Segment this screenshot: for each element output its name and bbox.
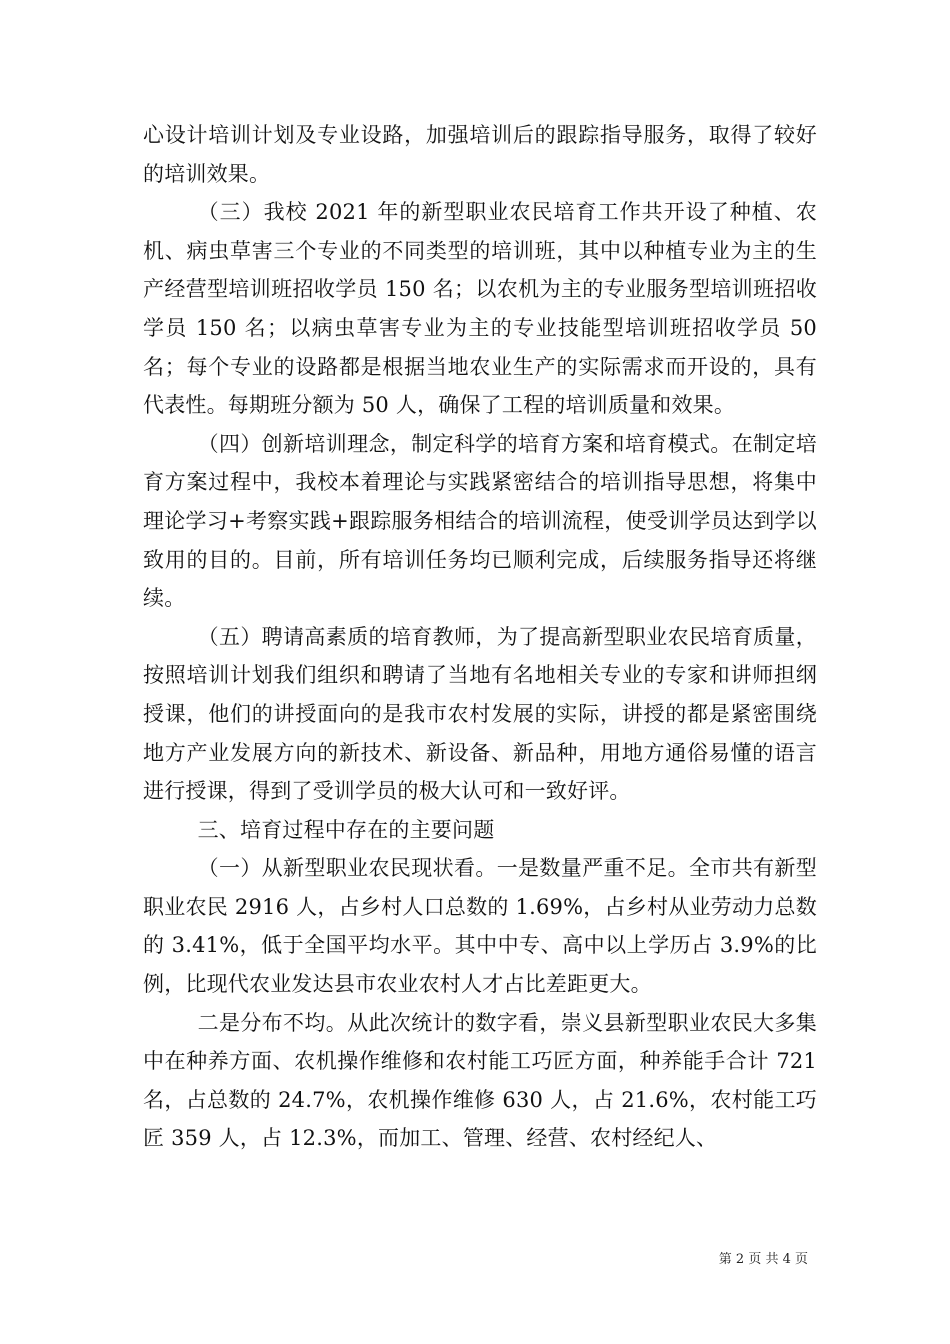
paragraph-section-four: （四）创新培训理念，制定科学的培育方案和培育模式。在制定培育方案过程中，我校本着理论与实践紧密结合的培训指导思想，将集中理论学习+考察实践+跟踪服务相结合的培训流程，使受训学员达到学以致用的目的。目前，所有培训任务均已顺利完成，后续服务指导还将继续。 <box>143 431 817 611</box>
paragraph-continuation: 心设计培训计划及专业设路，加强培训后的跟踪指导服务，取得了较好的培训效果。 <box>143 123 817 186</box>
page-number-footer: 第 2 页 共 4 页 <box>718 1252 808 1267</box>
paragraph-section-three: （三）我校 2021 年的新型职业农民培育工作共开设了种植、农机、病虫草害三个专业的不同类型的培训班，其中以种植专业为主的生产经营型培训班招收学员 150 名；以农机为主的专业服务型培训班招收学员 150 名；以病虫草害专业为主的专业技能型培训班招收学员 50 名；每个专业的设路都是根据当地农业生产的实际需求而开设的，具有代表性。每期班分额为 50 人，确保了工程的培训质量和效果。 <box>143 200 817 418</box>
section-heading-problems: 三、培育过程中存在的主要问题 <box>197 817 495 842</box>
paragraph-section-five: （五）聘请高素质的培育教师，为了提高新型职业农民培育质量，按照培训计划我们组织和聘请了当地有名地相关专业的专家和讲师担纲授课，他们的讲授面向的是我市农村发展的实际，讲授的都是紧密围绕地方产业发展方向的新技术、新设备、新品种，用地方通俗易懂的语言进行授课，得到了受训学员的极大认可和一致好评。 <box>143 624 817 804</box>
paragraph-problem-two: 二是分布不均。从此次统计的数字看，崇义县新型职业农民大多集中在种养方面、农机操作维修和农村能工巧匠方面，种养能手合计 721 名，占总数的 24.7%，农机操作维修 630 人，占 21.6%，农村能工巧匠 359 人，占 12.3%，而加工、管理、经营、农村经纪人、 <box>143 1010 817 1151</box>
paragraph-problem-one: （一）从新型职业农民现状看。一是数量严重不足。全市共有新型职业农民 2916 人，占乡村人口总数的 1.69%，占乡村从业劳动力总数的 3.41%，低于全国平均水平。其中中专、高中以上学历占 3.9%的比例，比现代农业发达县市农业农村人才占比差距更大。 <box>143 856 817 997</box>
document-body <box>143 116 817 1158</box>
